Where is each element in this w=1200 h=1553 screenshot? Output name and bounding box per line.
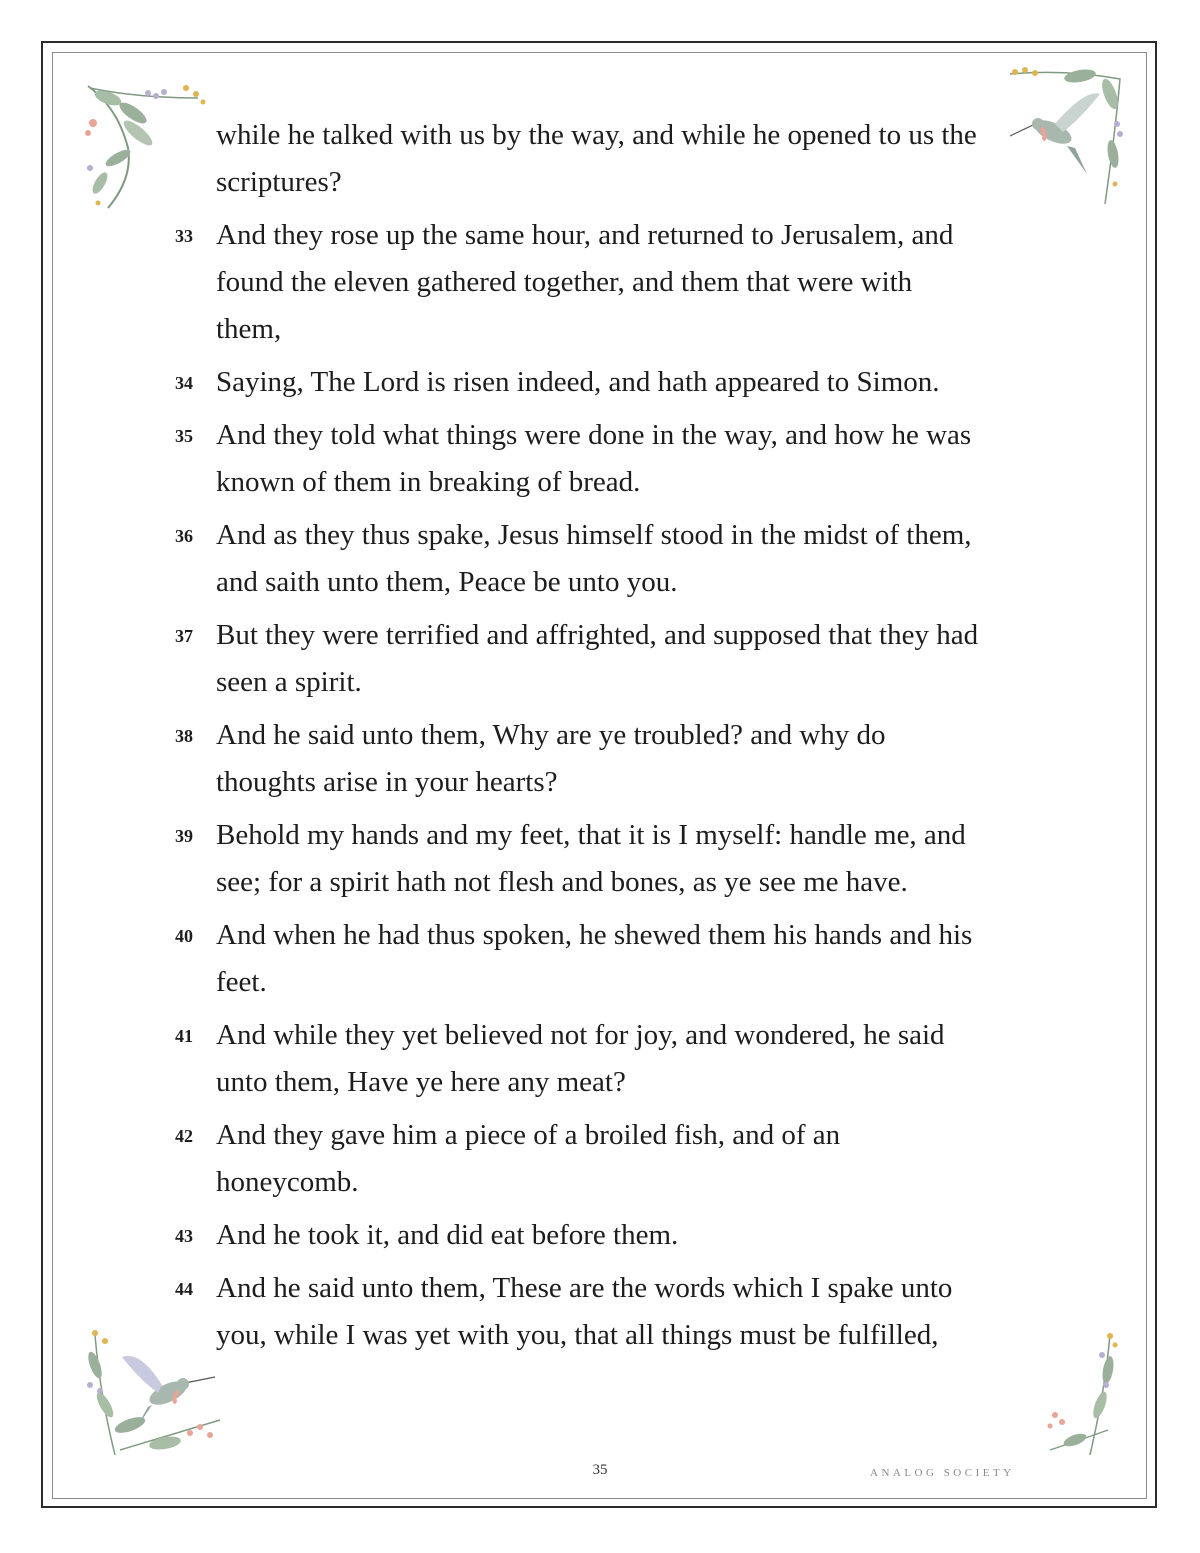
verse-line (170, 1212, 1040, 1259)
verse-text: scriptures? (216, 166, 342, 198)
verse-line (170, 1012, 1040, 1059)
verse-line (170, 859, 1040, 906)
verse-line (170, 1265, 1040, 1312)
verse (170, 212, 1040, 353)
verse (170, 1212, 1040, 1259)
verse-text: while he talked with us by the way, and while he opened to us the (216, 119, 977, 151)
verse-number: 42 (175, 1126, 193, 1146)
verse (170, 612, 1040, 706)
verse-text: you, while I was yet with you, that all things must be fulfilled, (216, 1319, 939, 1351)
verse-number: 41 (175, 1026, 193, 1046)
verse-text: feet. (216, 966, 267, 998)
verse-text: And he said unto them, Why are ye troubled? and why do (216, 719, 886, 751)
verse-line (170, 412, 1040, 459)
floral-corner-bottom-right-icon (1040, 1330, 1125, 1460)
verse (170, 812, 1040, 906)
verse-number: 33 (175, 226, 193, 246)
verse-text: known of them in breaking of bread. (216, 466, 641, 498)
page-number: 35 (592, 1462, 608, 1478)
verse (170, 359, 1040, 406)
verse-text: And while they yet believed not for joy, and wondered, he said (216, 1019, 945, 1051)
verse-text: But they were terrified and affrighted, and supposed that they had (216, 619, 979, 651)
verse (170, 512, 1040, 606)
verse-line (170, 559, 1040, 606)
verse-text: honeycomb. (216, 1166, 359, 1198)
verse-number: 37 (175, 626, 193, 646)
verse-text: And they told what things were done in the way, and how he was (216, 419, 972, 451)
verse-number: 34 (175, 373, 193, 393)
verse (170, 412, 1040, 506)
verse-line (170, 959, 1040, 1006)
verse-text: see; for a spirit hath not flesh and bones, as ye see me have. (216, 866, 908, 898)
verse-line (170, 712, 1040, 759)
verse-line (170, 159, 1040, 206)
verse-number: 40 (175, 926, 193, 946)
verse-number: 43 (175, 1226, 193, 1246)
verse-text: And they gave him a piece of a broiled fish, and of an (216, 1119, 841, 1151)
verse-line (170, 912, 1040, 959)
verse (170, 1012, 1040, 1106)
verse-text: seen a spirit. (216, 666, 362, 698)
verse-gap (170, 1359, 1040, 1365)
verse (170, 1265, 1040, 1359)
scripture-text (170, 112, 1040, 1365)
verse-line (170, 112, 1040, 159)
verse (170, 1112, 1040, 1206)
verse-line (170, 512, 1040, 559)
verse-number: 44 (175, 1279, 193, 1299)
verse-text: And he said unto them, These are the words which I spake unto (216, 1272, 953, 1304)
verse-line (170, 212, 1040, 259)
verse-text: And as they thus spake, Jesus himself stood in the midst of them, (216, 519, 972, 551)
verse-line (170, 1059, 1040, 1106)
verse-number: 36 (175, 526, 193, 546)
verse-number: 35 (175, 426, 193, 446)
verse-text: thoughts arise in your hearts? (216, 766, 558, 798)
verse (170, 712, 1040, 806)
verse-number: 38 (175, 726, 193, 746)
verse-number: 39 (175, 826, 193, 846)
verse-line (170, 1159, 1040, 1206)
verse-line (170, 659, 1040, 706)
verse (170, 112, 1040, 206)
verse-text: Saying, The Lord is risen indeed, and hath appeared to Simon. (216, 366, 940, 398)
verse-text: and saith unto them, Peace be unto you. (216, 566, 678, 598)
verse-line (170, 1312, 1040, 1359)
verse-line (170, 812, 1040, 859)
brand-footer: ANALOG SOCIETY (870, 1467, 1015, 1479)
verse-text: Behold my hands and my feet, that it is I myself: handle me, and (216, 819, 966, 851)
verse-line (170, 759, 1040, 806)
verse-line (170, 1112, 1040, 1159)
verse-text: And they rose up the same hour, and returned to Jerusalem, and (216, 219, 954, 251)
verse-text: unto them, Have ye here any meat? (216, 1066, 626, 1098)
verse-text: them, (216, 313, 282, 345)
verse (170, 912, 1040, 1006)
verse-text: found the eleven gathered together, and them that were with (216, 266, 913, 298)
verse-line (170, 359, 1040, 406)
verse-line (170, 306, 1040, 353)
verse-line (170, 259, 1040, 306)
verse-text: And he took it, and did eat before them. (216, 1219, 679, 1251)
verse-text: And when he had thus spoken, he shewed them his hands and his (216, 919, 973, 951)
verse-line (170, 459, 1040, 506)
verse-line (170, 612, 1040, 659)
